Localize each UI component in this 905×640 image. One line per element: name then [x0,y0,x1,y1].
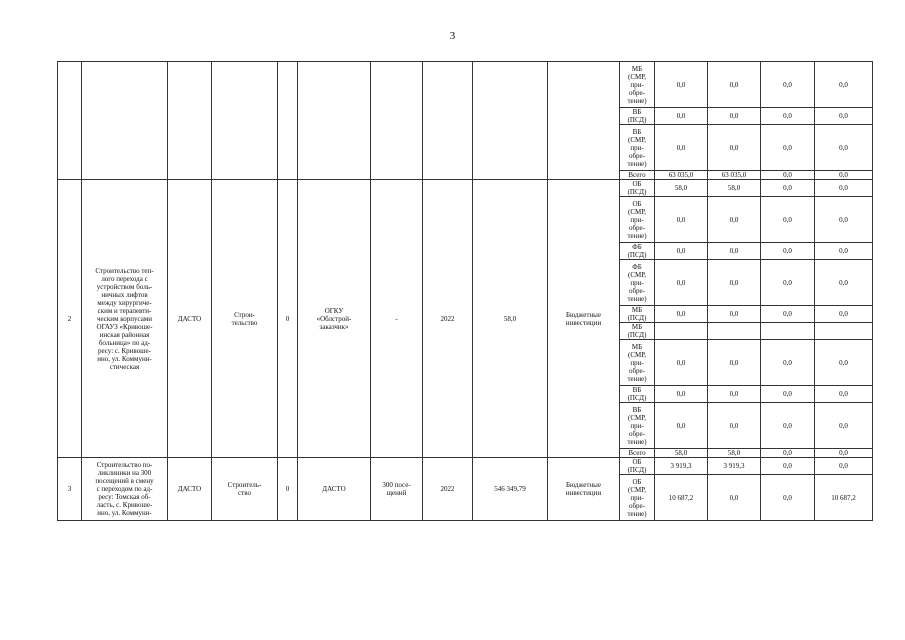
amount-cell: 3 919,3 [655,458,708,475]
amount-cell: 0,0 [815,458,873,475]
estimated-cost: 58,0 [473,180,548,458]
amount-cell: 0,0 [761,340,815,386]
amount-cell: 0,0 [708,386,761,403]
amount-cell: 0,0 [708,125,761,171]
amount-cell: 10 687,2 [815,475,873,521]
investment-kind: Бюджетные инвестиции [548,180,620,458]
contractor: ОГКУ «Облстрой- заказчик» [298,180,371,458]
amount-cell: 0,0 [815,386,873,403]
amount-cell: 0,0 [655,108,708,125]
amount-cell: 0,0 [761,243,815,260]
amount-cell: 0,0 [815,171,873,180]
object-number [58,62,82,180]
amount-cell: 0,0 [761,171,815,180]
amount-cell: 0,0 [708,62,761,108]
amount-cell: 0,0 [655,306,708,323]
amount-cell: 0,0 [761,180,815,197]
amount-cell: 0,0 [708,260,761,306]
amount-cell: 0,0 [655,403,708,449]
amount-cell: 0,0 [655,197,708,243]
amount-cell: 0,0 [761,260,815,306]
estimated-cost [473,62,548,180]
amount-cell: 0,0 [761,403,815,449]
funding-source: ОБ (СМР, при- обре- тение) [620,475,655,521]
amount-cell: 0,0 [761,475,815,521]
capacity: 300 посе- щений [371,458,423,521]
customer: ДАСТО [168,180,212,458]
commission-year: 2022 [423,458,473,521]
amount-cell: 0,0 [708,306,761,323]
amount-cell: 0,0 [815,260,873,306]
amount-cell: 0,0 [655,125,708,171]
zero-flag: 0 [278,458,298,521]
funding-source: ВБ (СМР, при- обре- тение) [620,403,655,449]
amount-cell: 63 035,0 [655,171,708,180]
construction-type [212,62,278,180]
construction-type: Строи- тельство [212,180,278,458]
page-number: 3 [449,30,456,42]
amount-cell: 0,0 [761,386,815,403]
contractor [298,62,371,180]
commission-year [423,62,473,180]
capacity: - [371,180,423,458]
amount-cell: 0,0 [815,403,873,449]
amount-cell: 0,0 [815,306,873,323]
amount-cell: 58,0 [655,449,708,458]
amount-cell: 0,0 [815,340,873,386]
zero-flag: 0 [278,180,298,458]
amount-cell: 58,0 [708,180,761,197]
funding-source: ВБ (ПСД) [620,108,655,125]
amount-cell: 0,0 [761,62,815,108]
construction-type: Строитель- ство [212,458,278,521]
contractor: ДАСТО [298,458,371,521]
amount-cell: 0,0 [815,180,873,197]
investment-kind: Бюджетные инвестиции [548,458,620,521]
amount-cell: 0,0 [708,403,761,449]
funding-source: МБ (ПСД) [620,323,655,340]
amount-cell [708,323,761,340]
amount-cell: 0,0 [815,243,873,260]
amount-cell: 0,0 [708,475,761,521]
investment-kind [548,62,620,180]
zero-flag [278,62,298,180]
table-row [58,62,873,108]
amount-cell [815,323,873,340]
funding-source: ОБ (СМР, при- обре- тение) [620,197,655,243]
amount-cell: 0,0 [815,197,873,243]
funding-source: Всего [620,171,655,180]
amount-cell: 0,0 [761,458,815,475]
amount-cell: 10 687,2 [655,475,708,521]
funding-source: МБ (ПСД) [620,306,655,323]
object-name [82,62,168,180]
amount-cell [761,323,815,340]
funding-source: ФБ (ПСД) [620,243,655,260]
amount-cell: 58,0 [708,449,761,458]
table-row [58,180,873,197]
amount-cell [655,323,708,340]
amount-cell: 0,0 [655,340,708,386]
amount-cell: 0,0 [815,62,873,108]
amount-cell: 58,0 [655,180,708,197]
amount-cell: 0,0 [815,125,873,171]
customer: ДАСТО [168,458,212,521]
investment-table [57,61,873,521]
object-name: Строительство по- ликлиники на 300 посещений в смену с переходом по ад- ресу: Томская об- ласть, с. Кривоше- ино, ул. Коммуни- [82,458,168,521]
amount-cell: 0,0 [655,62,708,108]
amount-cell: 0,0 [761,125,815,171]
amount-cell: 0,0 [761,306,815,323]
funding-source: ВБ (СМР, при- обре- тение) [620,125,655,171]
funding-source: ФБ (СМР, при- обре- тение) [620,260,655,306]
amount-cell: 0,0 [761,108,815,125]
funding-source: ОБ (ПСД) [620,458,655,475]
capacity [371,62,423,180]
object-number: 2 [58,180,82,458]
amount-cell: 3 919,3 [708,458,761,475]
funding-source: Всего [620,449,655,458]
table-row [58,458,873,475]
amount-cell: 0,0 [708,108,761,125]
amount-cell: 0,0 [708,197,761,243]
estimated-cost: 546 349,79 [473,458,548,521]
amount-cell: 0,0 [655,386,708,403]
amount-cell: 0,0 [655,260,708,306]
object-number: 3 [58,458,82,521]
funding-source: МБ (СМР, при- обре- тение) [620,62,655,108]
amount-cell: 63 035,0 [708,171,761,180]
commission-year: 2022 [423,180,473,458]
amount-cell: 0,0 [815,449,873,458]
object-name: Строительство теп- лого перехода с устройством боль- ничных лифтов между хирургиче- ским и терапевти- ческим корпусами ОГАУЗ «Кривоше- инская районная больница» по ад- ресу: с. Кривоше- ино, ул. Коммуни- стическая [82,180,168,458]
amount-cell: 0,0 [761,449,815,458]
funding-source: МБ (СМР, при- обре- тение) [620,340,655,386]
funding-source: ВБ (ПСД) [620,386,655,403]
amount-cell: 0,0 [655,243,708,260]
funding-source: ОБ (ПСД) [620,180,655,197]
amount-cell: 0,0 [761,197,815,243]
amount-cell: 0,0 [815,108,873,125]
amount-cell: 0,0 [708,243,761,260]
amount-cell: 0,0 [708,340,761,386]
customer [168,62,212,180]
